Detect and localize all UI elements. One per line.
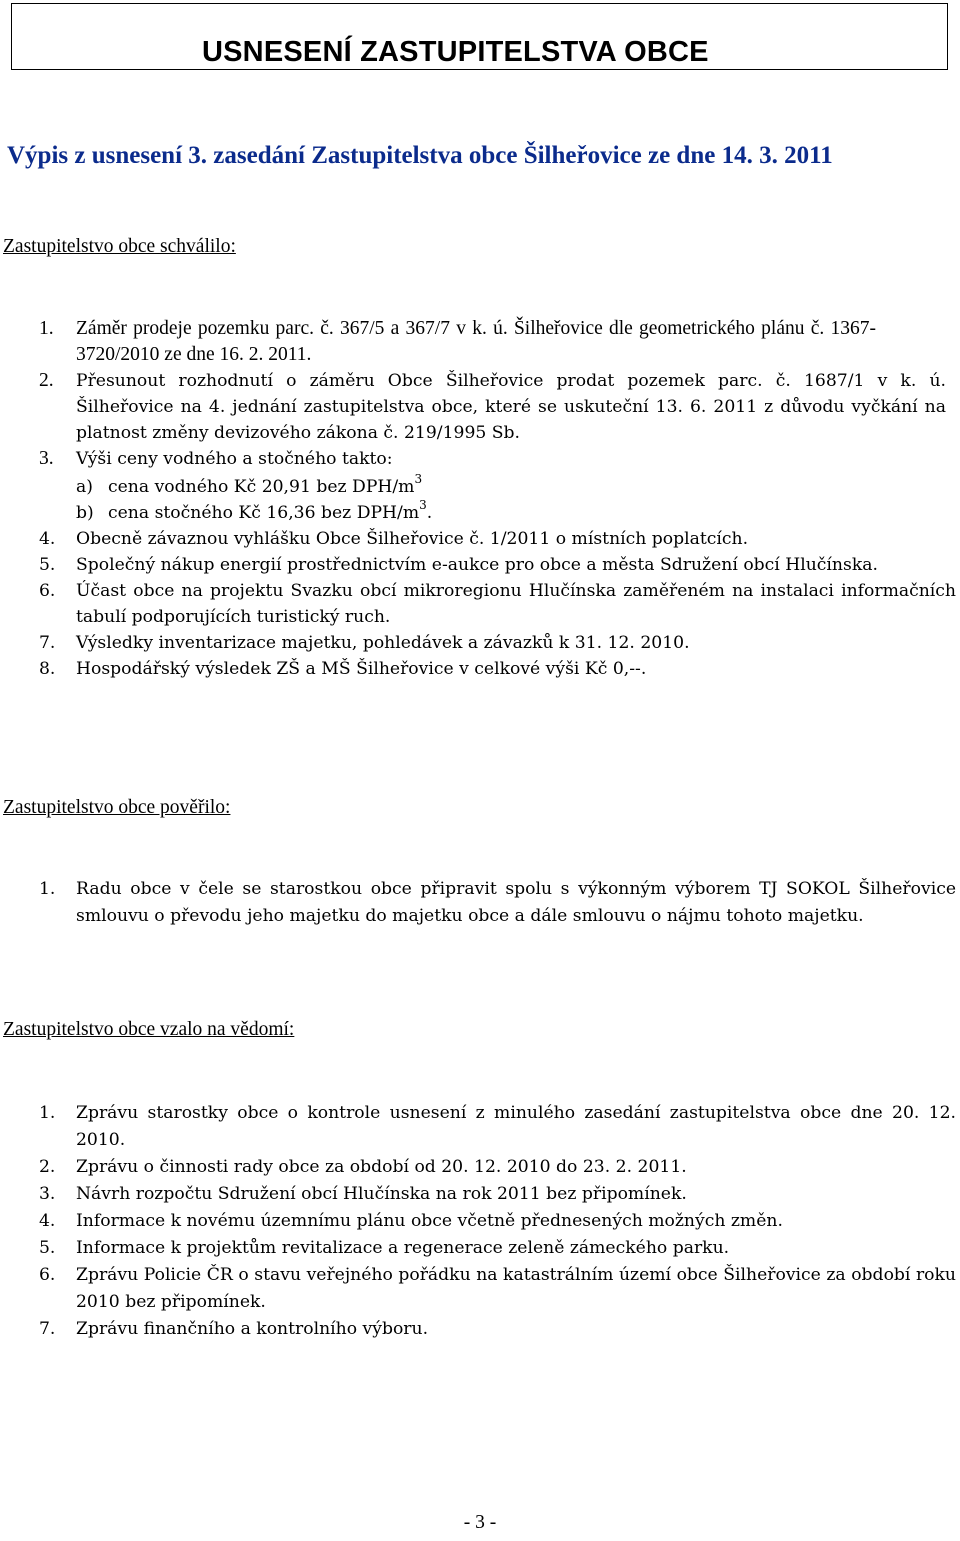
item-number: 7. xyxy=(39,633,56,653)
item-number: 1. xyxy=(39,879,56,899)
item-number: 3. xyxy=(39,448,54,469)
item-text: Návrh rozpočtu Sdružení obcí Hlučínska na rok 2011 bez připomínek. xyxy=(76,1184,687,1204)
item-text: Výsledky inventarizace majetku, pohledávek a závazků k 31. 12. 2010. xyxy=(76,633,690,653)
item-text: Účast obce na projektu Svazku obcí mikroregionu Hlučínska zaměřeném na instalaci informačních tabulí podporujících turistický ruch. xyxy=(76,581,956,627)
list-item xyxy=(0,1181,958,1208)
item-text: Záměr prodeje pozemku parc. č. 367/5 a 367/7 v k. ú. Šilheřovice dle geometrického plánu č. 1367-3720/2010 ze dne 16. 2. 2011. xyxy=(76,318,876,365)
item-number: 6. xyxy=(39,1265,56,1285)
item-text: Zprávu o činnosti rady obce za období od 20. 12. 2010 do 23. 2. 2011. xyxy=(76,1157,687,1177)
sub-item xyxy=(76,500,958,526)
item-number: 1. xyxy=(39,1103,56,1123)
item-text: Přesunout rozhodnutí o záměru Obce Šilheřovice prodat pozemek parc. č. 1687/1 v k. ú. Šilheřovice na 4. jednání zastupitelstva obce, které se uskuteční 13. 6. 2011 z důvodu vyčkání na platnost změny devizového zákona č. 219/1995 Sb. xyxy=(76,371,946,443)
list-item xyxy=(0,552,958,578)
item-text: Informace k projektům revitalizace a regenerace zeleně zámeckého parku. xyxy=(76,1238,730,1258)
item-text: Zprávu finančního a kontrolního výboru. xyxy=(76,1319,429,1339)
item-text: Společný nákup energií prostřednictvím e-aukce pro obce a města Sdružení obcí Hlučínska. xyxy=(76,555,878,575)
sub-item-text: cena stočného Kč 16,36 bez DPH/m xyxy=(108,503,420,523)
sub-item-exponent: 3 xyxy=(414,472,423,486)
section-heading-approved: Zastupitelstvo obce schválilo: xyxy=(3,236,236,257)
item-number: 4. xyxy=(39,529,56,549)
item-number: 2. xyxy=(39,370,54,391)
sub-item-label: a) xyxy=(76,477,93,497)
item-text: Obecně závaznou vyhlášku Obce Šilheřovice č. 1/2011 o místních poplatcích. xyxy=(76,529,749,549)
list-item xyxy=(0,876,958,930)
item-text: Zprávu Policie ČR o stavu veřejného pořádku na katastrálním území obce Šilheřovice za období roku 2010 bez připomínek. xyxy=(76,1265,956,1312)
item-text: Zprávu starostky obce o kontrole usnesení z minulého zasedání zastupitelstva obce dne 20. 12. 2010. xyxy=(76,1103,956,1150)
sub-item-text: cena vodného Kč 20,91 bez DPH/m xyxy=(108,477,415,497)
item-text: Radu obce v čele se starostkou obce připravit spolu s výkonným výborem TJ SOKOL Šilheřovice smlouvu o převodu jeho majetku do majetku obce a dále smlouvu o nájmu tohoto majetku. xyxy=(76,879,956,926)
section-heading-noted: Zastupitelstvo obce vzalo na vědomí: xyxy=(3,1019,295,1040)
sub-item-tail: . xyxy=(426,503,433,523)
list-item xyxy=(0,630,958,656)
sub-item xyxy=(76,474,958,500)
list-item xyxy=(0,1235,958,1262)
list-item xyxy=(0,1154,958,1181)
list-item xyxy=(0,316,958,368)
item-number: 4. xyxy=(39,1211,56,1231)
page-number: - 3 - xyxy=(463,1512,497,1533)
document-subtitle: Výpis z usnesení 3. zasedání Zastupitelstva obce Šilheřovice ze dne 14. 3. 2011 xyxy=(7,142,833,169)
item-text: Informace k novému územnímu plánu obce včetně přednesených možných změn. xyxy=(76,1211,783,1231)
item-text: Hospodářský výsledek ZŠ a MŠ Šilheřovice v celkové výši Kč 0,--. xyxy=(76,659,647,679)
sub-item-label: b) xyxy=(76,503,94,523)
title-banner xyxy=(11,3,948,70)
item-number: 6. xyxy=(39,581,56,601)
document-title: USNESENÍ ZASTUPITELSTVA OBCE xyxy=(202,36,709,68)
item-number: 5. xyxy=(39,1238,56,1258)
section-heading-authorized: Zastupitelstvo obce pověřilo: xyxy=(3,797,231,818)
sub-item-exponent: 3 xyxy=(419,498,427,512)
approved-list xyxy=(0,316,958,682)
item-number: 2. xyxy=(39,1157,56,1177)
list-item xyxy=(0,1316,958,1343)
list-item xyxy=(0,446,958,526)
list-item xyxy=(0,368,958,446)
list-item xyxy=(0,578,958,630)
item-number: 7. xyxy=(39,1319,56,1339)
item-number: 5. xyxy=(39,555,56,575)
item-text: Výši ceny vodného a stočného takto: xyxy=(76,449,393,469)
noted-list xyxy=(0,1100,958,1343)
price-sublist xyxy=(76,474,958,526)
list-item xyxy=(0,1100,958,1154)
item-number: 1. xyxy=(39,318,54,339)
item-number: 8. xyxy=(39,659,56,679)
list-item xyxy=(0,1262,958,1316)
list-item xyxy=(0,526,958,552)
list-item xyxy=(0,1208,958,1235)
authorized-list xyxy=(0,876,958,930)
list-item xyxy=(0,656,958,682)
item-number: 3. xyxy=(39,1184,56,1204)
